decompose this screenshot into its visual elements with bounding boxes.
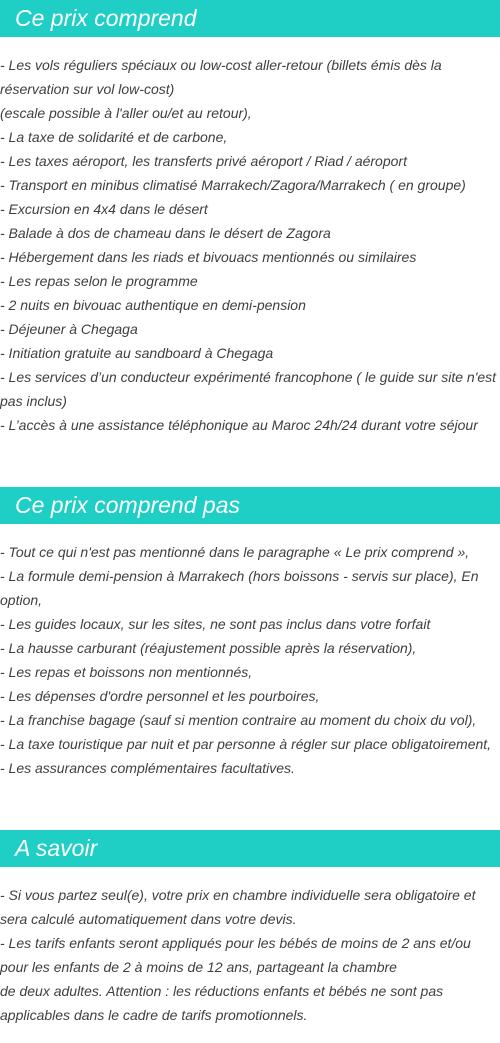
list-item: - Balade à dos de chameau dans le désert de Zagora bbox=[0, 225, 331, 241]
list-item: - Les taxes aéroport, les transferts privé aéroport / Riad / aéroport bbox=[0, 153, 407, 169]
list-item: - 2 nuits en bivouac authentique en demi-pension bbox=[0, 297, 306, 313]
list-item: - Transport en minibus climatisé Marrakech/Zagora/Marrakech ( en groupe) bbox=[0, 177, 466, 193]
list-item: - La taxe touristique par nuit et par personne à régler sur place obligatoirement, bbox=[0, 736, 492, 752]
list-item: - Les assurances complémentaires facultatives. bbox=[0, 760, 295, 776]
list-item: - Les dépenses d'ordre personnel et les pourboires, bbox=[0, 688, 320, 704]
list-item: (escale possible à l'aller ou/et au retour), bbox=[0, 105, 252, 121]
list-item: - La hausse carburant (réajustement possible après la réservation), bbox=[0, 640, 417, 656]
list-item: - Déjeuner à Chegaga bbox=[0, 321, 138, 337]
list-item: - La taxe de solidarité et de carbone, bbox=[0, 129, 228, 145]
list-item: - Les repas selon le programme bbox=[0, 273, 198, 289]
section-price-includes bbox=[0, 0, 500, 437]
section-price-excludes bbox=[0, 487, 500, 780]
list-item: - Initiation gratuite au sandboard à Chegaga bbox=[0, 345, 274, 361]
section-header bbox=[0, 0, 500, 37]
section-good-to-know bbox=[0, 830, 500, 1027]
section-title: A savoir bbox=[15, 835, 98, 861]
list-item: - Les guides locaux, sur les sites, ne sont pas inclus dans votre forfait bbox=[0, 616, 431, 632]
section-header bbox=[0, 487, 500, 524]
section-title: Ce prix comprend bbox=[15, 5, 197, 31]
section-title: Ce prix comprend pas bbox=[15, 492, 240, 518]
list-item: - Les vols réguliers spéciaux ou low-cost aller-retour (billets émis dès la réservation sur vol low-cost) bbox=[0, 57, 442, 97]
list-item: - La franchise bagage (sauf si mention contraire au moment du choix du vol), bbox=[0, 712, 477, 728]
list-item: - Les tarifs enfants seront appliqués pour les bébés de moins de 2 ans et/ou pour les enfants de 2 à moins de 12 ans, partageant la chambre bbox=[0, 935, 471, 975]
section-body bbox=[0, 540, 500, 780]
list-item: - La formule demi-pension à Marrakech (hors boissons - servis sur place), En option, bbox=[0, 568, 479, 608]
section-header bbox=[0, 830, 500, 867]
section-body bbox=[0, 883, 500, 1027]
list-item: - Excursion en 4x4 dans le désert bbox=[0, 201, 208, 217]
list-item: - Les repas et boissons non mentionnés, bbox=[0, 664, 253, 680]
section-body bbox=[0, 53, 500, 437]
list-item: - Si vous partez seul(e), votre prix en chambre individuelle sera obligatoire et sera calculé automatiquement dans votre devis. bbox=[0, 887, 476, 927]
list-item: - Les services d’un conducteur expérimenté francophone ( le guide sur site n'est pas inclus) bbox=[0, 369, 497, 409]
list-item: de deux adultes. Attention : les réductions enfants et bébés ne sont pas applicables dans le cadre de tarifs promotionnels. bbox=[0, 983, 444, 1023]
list-item: - L’accès à une assistance téléphonique au Maroc 24h/24 durant votre séjour bbox=[0, 417, 478, 433]
list-item: - Tout ce qui n'est pas mentionné dans le paragraphe « Le prix comprend », bbox=[0, 544, 470, 560]
list-item: - Hébergement dans les riads et bivouacs mentionnés ou similaires bbox=[0, 249, 417, 265]
